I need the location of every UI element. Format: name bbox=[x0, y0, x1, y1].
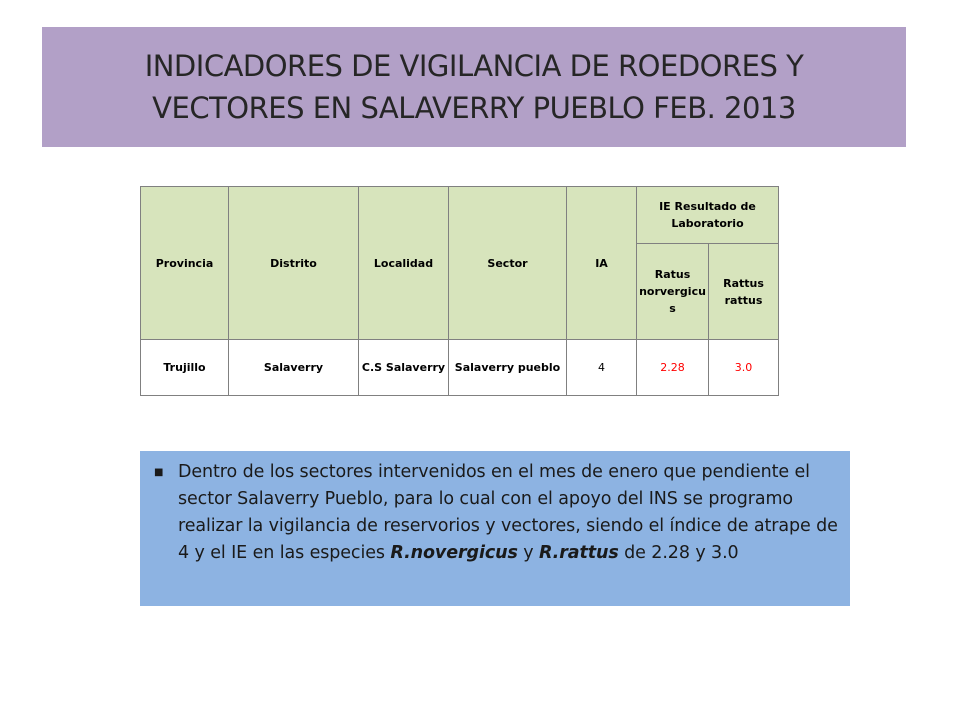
species-norvegicus: R.novergicus bbox=[390, 543, 518, 563]
note-bullet-item bbox=[154, 459, 838, 567]
summary-note bbox=[140, 451, 850, 606]
header-ia: IA bbox=[567, 187, 637, 340]
header-sector: Sector bbox=[449, 187, 567, 340]
header-distrito: Distrito bbox=[229, 187, 359, 340]
note-text-part-1: Dentro de los sectores intervenidos en el mes de enero que pendiente el sector Salaverry Pueblo, para lo cual con el apoyo del INS se programo realizar la vigilancia de reservorios y vectores, siendo el índice de atrape de 4 y el IE en las especies bbox=[178, 462, 838, 563]
cell-sector: Salaverry pueblo bbox=[449, 340, 567, 396]
header-ratus-norvergicus: Ratus norvergicu s bbox=[637, 244, 709, 340]
square-bullet-icon: ■ bbox=[154, 467, 164, 478]
header-localidad: Localidad bbox=[359, 187, 449, 340]
title-line-1: INDICADORES DE VIGILANCIA DE ROEDORES Y bbox=[144, 49, 804, 83]
header-ie-group: IE Resultado de Laboratorio bbox=[637, 187, 779, 244]
table-header-row bbox=[141, 187, 779, 244]
note-text-part-2: y bbox=[517, 543, 539, 563]
table-row bbox=[141, 340, 779, 396]
cell-localidad: C.S Salaverry bbox=[359, 340, 449, 396]
note-text bbox=[178, 459, 838, 567]
cell-rattus-rattus: 3.0 bbox=[709, 340, 779, 396]
cell-provincia: Trujillo bbox=[141, 340, 229, 396]
indicators-table bbox=[140, 186, 779, 396]
species-rattus: R.rattus bbox=[538, 543, 619, 563]
header-rattus-rattus: Rattus rattus bbox=[709, 244, 779, 340]
cell-ratus-norvergicus: 2.28 bbox=[637, 340, 709, 396]
cell-distrito: Salaverry bbox=[229, 340, 359, 396]
note-text-part-3: de 2.28 y 3.0 bbox=[618, 543, 739, 563]
title-banner bbox=[42, 27, 906, 147]
cell-ia: 4 bbox=[567, 340, 637, 396]
title-line-2: VECTORES EN SALAVERRY PUEBLO FEB. 2013 bbox=[152, 91, 796, 125]
page-title bbox=[145, 45, 804, 129]
header-provincia: Provincia bbox=[141, 187, 229, 340]
